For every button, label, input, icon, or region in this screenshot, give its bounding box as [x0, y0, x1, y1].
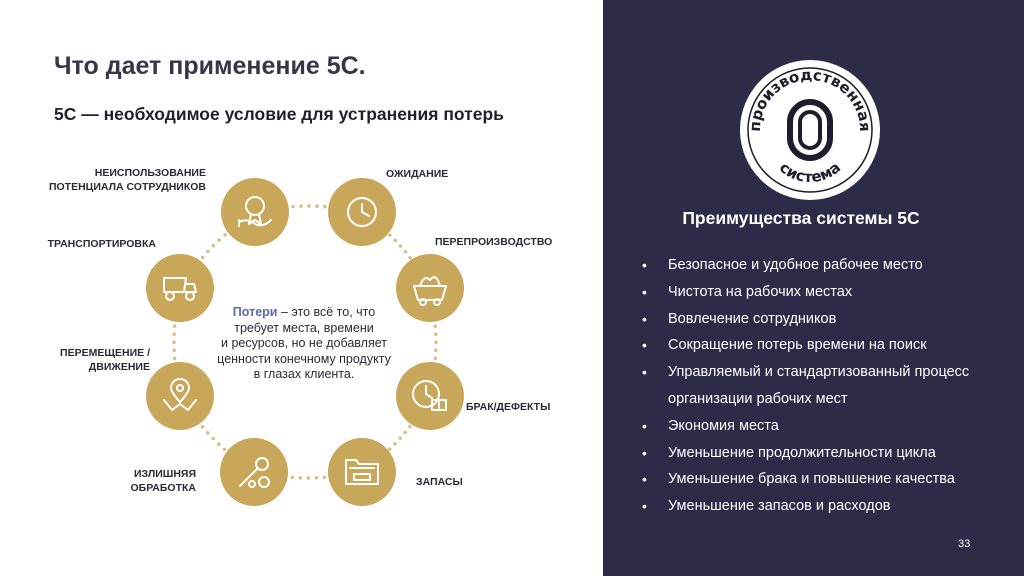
benefit-item: • Уменьшение брака и повышение качества [642, 466, 1012, 493]
ring-dot [299, 476, 303, 480]
ring-dot [206, 250, 210, 254]
waste-node [220, 438, 288, 506]
ring-dot [388, 447, 392, 451]
waste-label-transportation: ТРАНСПОРТИРОВКА [47, 238, 156, 250]
ring-dot [211, 437, 215, 441]
ring-dot [201, 256, 205, 260]
waste-definition-accent: Потери [232, 305, 278, 319]
ring-dot [299, 204, 303, 208]
waste-definition-line: ценности конечному продукту [217, 351, 391, 366]
waste-label-line: НЕИСПОЛЬЗОВАНИЕ [94, 167, 206, 179]
waste-label-overproduction: ПЕРЕПРОИЗВОДСТВО [435, 236, 553, 248]
ring-dot [223, 233, 227, 237]
ring-dot [206, 431, 210, 435]
waste-circle [328, 438, 396, 506]
ring-dot [434, 349, 438, 353]
waste-circle [221, 178, 289, 246]
ring-dot [388, 233, 392, 237]
waste-definition-line: и ресурсов, но не добавляет [220, 336, 387, 350]
waste-label-line: ПЕРЕМЕЩЕНИЕ / [60, 347, 150, 359]
ring-dot [434, 357, 438, 361]
benefits-list [642, 252, 1012, 520]
benefit-item: • Чистота на рабочих местах [642, 279, 1012, 306]
waste-label-waiting: ОЖИДАНИЕ [386, 168, 449, 180]
ring-dot [323, 205, 327, 209]
waste-label-line: ПОТЕНЦИАЛА СОТРУДНИКОВ [48, 181, 206, 193]
benefit-item: • Сокращение потерь времени на поиск [642, 332, 1012, 359]
waste-label-motion [40, 346, 150, 374]
waste-label-line: ОБРАБОТКА [130, 482, 196, 494]
ring-dot [393, 442, 397, 446]
ring-dot [434, 340, 438, 344]
waste-label-unused-potential [34, 166, 206, 194]
benefit-item: • Уменьшение запасов и расходов [642, 493, 1012, 520]
ring-dot [212, 244, 216, 248]
ring-dot [291, 205, 295, 209]
waste-node [221, 178, 289, 246]
benefit-item: • Экономия места [642, 413, 1012, 440]
ring-dot [408, 256, 412, 260]
production-system-logo [738, 58, 882, 202]
ring-dot [399, 244, 403, 248]
waste-definition [204, 305, 404, 383]
waste-label-overprocessing [96, 467, 196, 495]
ring-dot [307, 204, 311, 208]
ring-dot [408, 425, 412, 429]
page-number: 33 [958, 538, 971, 550]
ring-dot [172, 349, 176, 353]
ring-dot [398, 436, 402, 440]
logo-text-bottom: система [775, 158, 845, 187]
slide-title: Что дает применение 5С. [54, 52, 366, 80]
waste-label-defects: БРАК/ДЕФЕКТЫ [466, 401, 551, 413]
benefit-item: • Вовлечение сотрудников [642, 306, 1012, 333]
benefit-item-continuation: организации рабочих мест [668, 390, 848, 407]
waste-node [396, 362, 464, 430]
ring-dot [172, 341, 176, 345]
waste-definition-line: – это всё то, что [277, 305, 376, 319]
ring-dot [315, 476, 319, 480]
waste-label-inventory: ЗАПАСЫ [416, 476, 463, 488]
waste-node [396, 254, 464, 322]
logo-text-top: производственная [745, 65, 875, 133]
ring-dot [217, 238, 221, 242]
ring-dot [173, 357, 177, 361]
ring-dot [172, 332, 176, 336]
ring-dot [173, 324, 177, 328]
ring-dot [403, 431, 407, 435]
ring-dot [217, 442, 221, 446]
ring-dot [393, 239, 397, 243]
ring-dot [201, 425, 205, 429]
ring-dot [291, 476, 295, 480]
benefit-item: • Уменьшение продолжительности цикла [642, 440, 1012, 467]
benefits-title: Преимущества системы 5С [682, 208, 920, 228]
waste-node [328, 178, 396, 246]
waste-definition-line: в глазах клиента. [253, 367, 355, 381]
benefit-item: • Безопасное и удобное рабочее место [642, 252, 1012, 279]
waste-label-line: ДВИЖЕНИЕ [88, 361, 150, 373]
slide-subtitle: 5С — необходимое условие для устранения потерь [54, 104, 504, 124]
ring-dot [307, 476, 311, 480]
benefit-item: • Управляемый и стандартизованный процесс [642, 359, 1012, 386]
waste-circle [396, 254, 464, 322]
ring-dot [223, 448, 227, 452]
ring-dot [404, 250, 408, 254]
ring-dot [323, 476, 327, 480]
ring-dot [434, 332, 438, 336]
ring-dot [315, 204, 319, 208]
waste-definition-line: требует места, времени [234, 320, 374, 335]
waste-label-line: ИЗЛИШНЯЯ [133, 468, 196, 480]
ring-dot [434, 324, 438, 328]
waste-node [328, 438, 396, 506]
